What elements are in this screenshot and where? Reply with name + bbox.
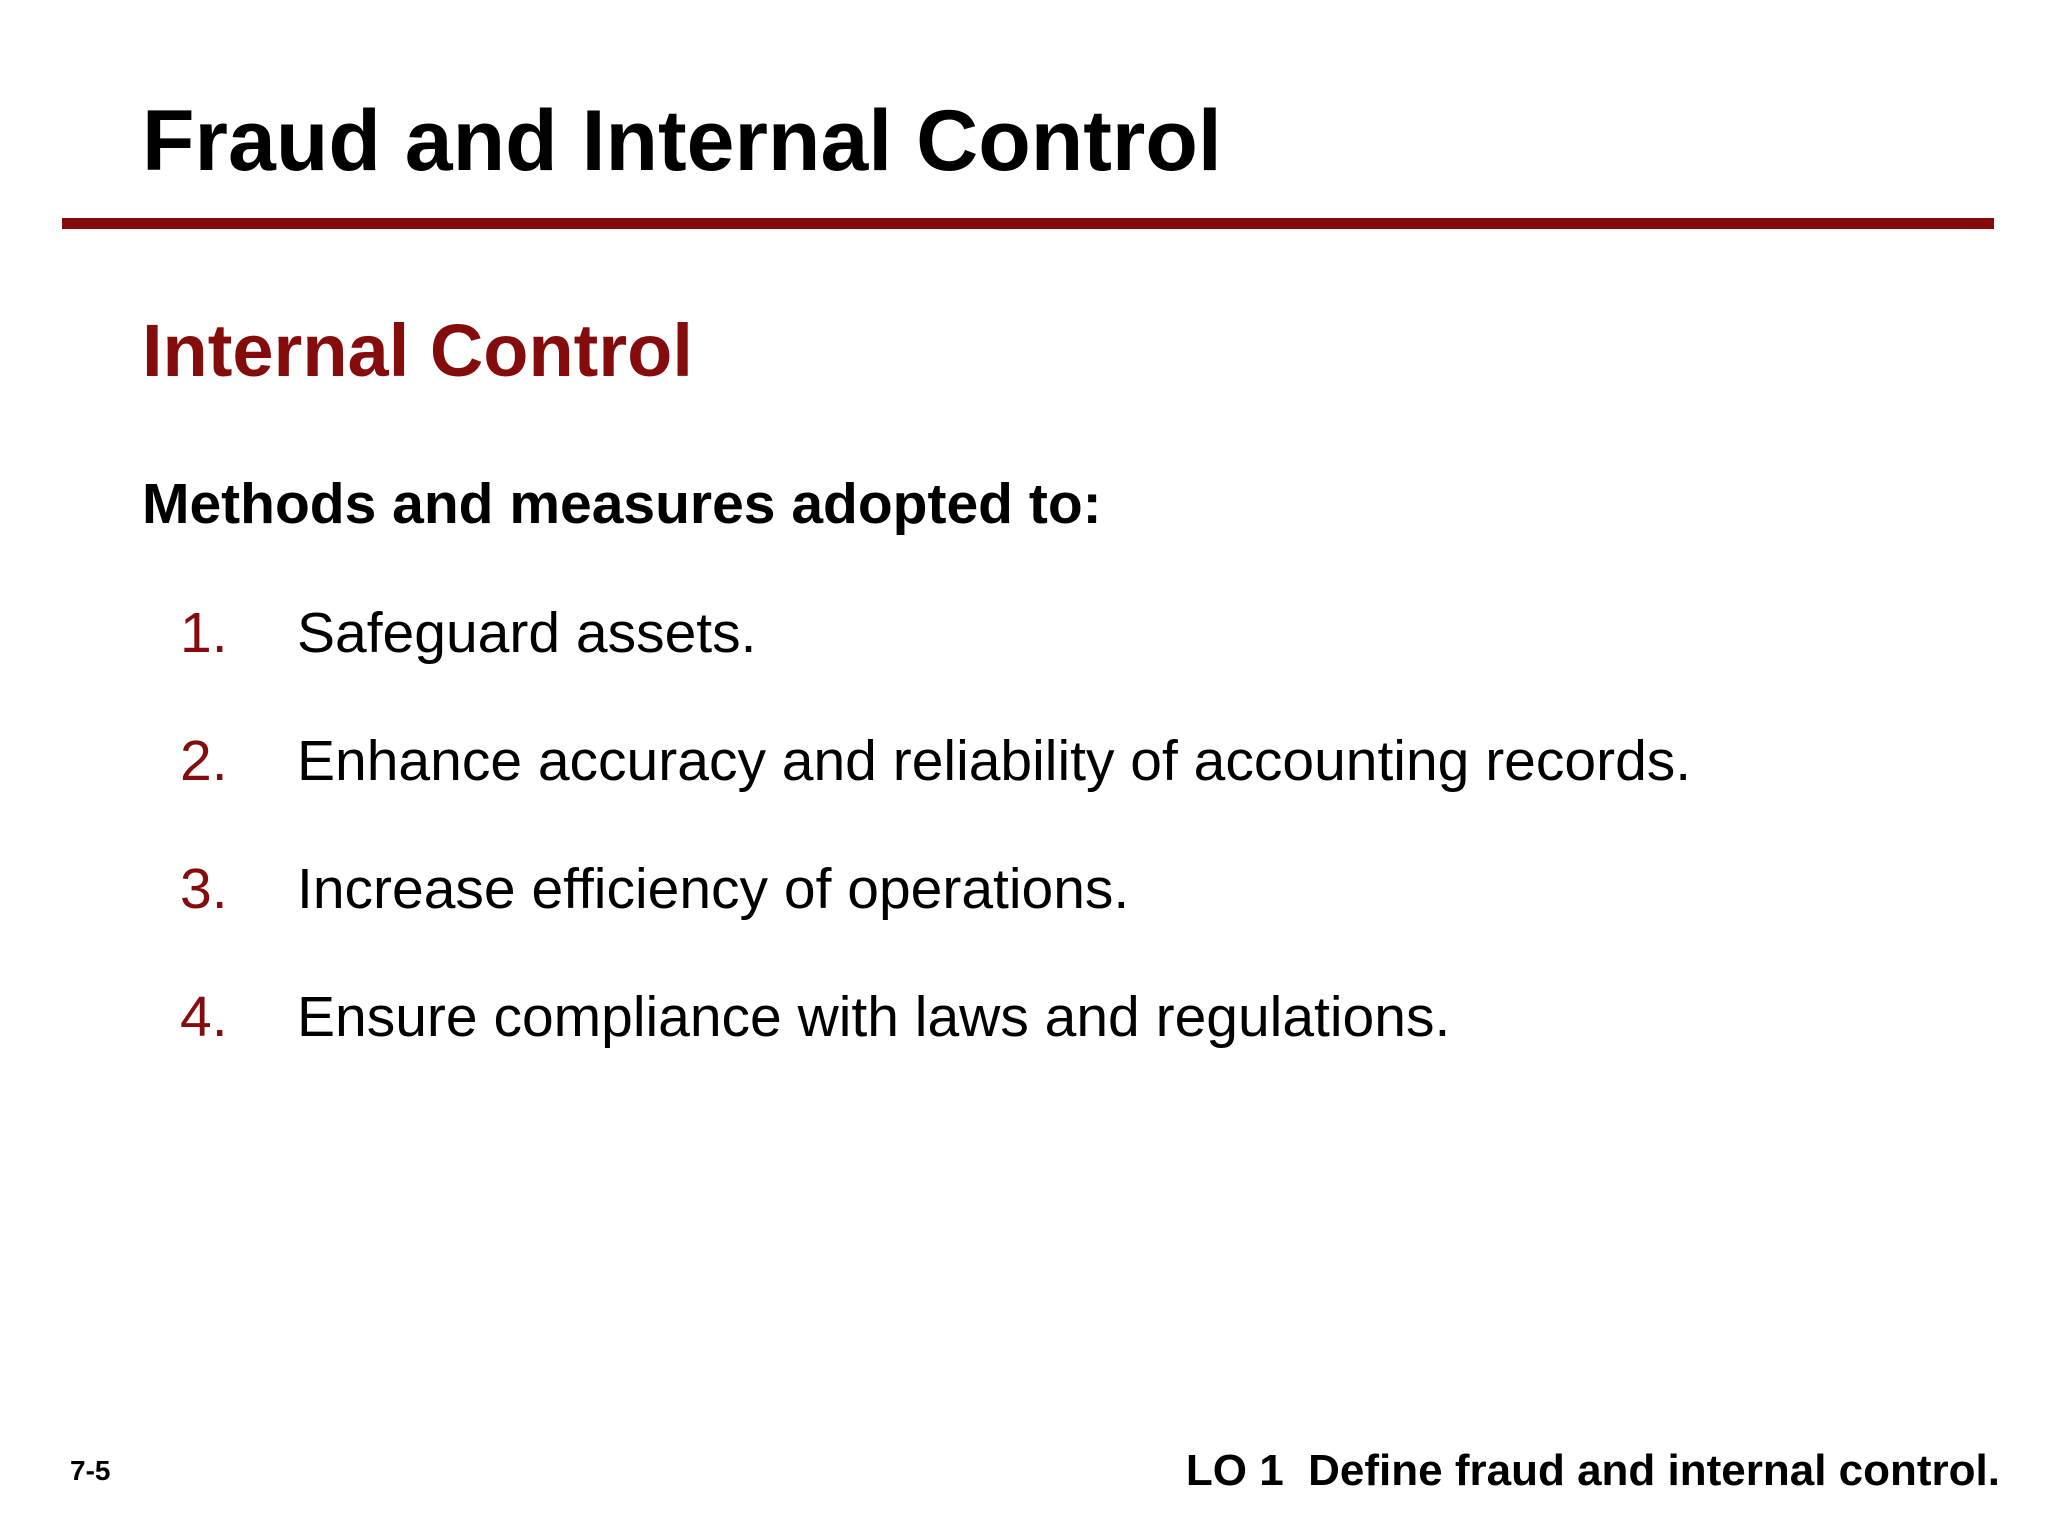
slide-number: 7-5: [70, 1455, 111, 1486]
list-item-text: Ensure compliance with laws and regulations.: [297, 985, 1451, 1049]
slide-title: Fraud and Internal Control: [142, 93, 1222, 189]
title-divider: [62, 218, 1994, 229]
list-item-number: 1.: [180, 601, 228, 665]
list-item-number: 2.: [180, 729, 228, 793]
section-heading: Internal Control: [142, 309, 693, 392]
list-item-text: Safeguard assets.: [297, 601, 757, 665]
intro-text: Methods and measures adopted to:: [142, 472, 1102, 536]
list-item-number: 3.: [180, 857, 228, 921]
list-item-number: 4.: [180, 985, 228, 1049]
learning-objective: LO 1 Define fraud and internal control.: [1185, 1446, 2000, 1495]
list-item-text: Increase efficiency of operations.: [297, 857, 1130, 921]
list-item-text: Enhance accuracy and reliability of accounting records.: [297, 729, 1692, 793]
